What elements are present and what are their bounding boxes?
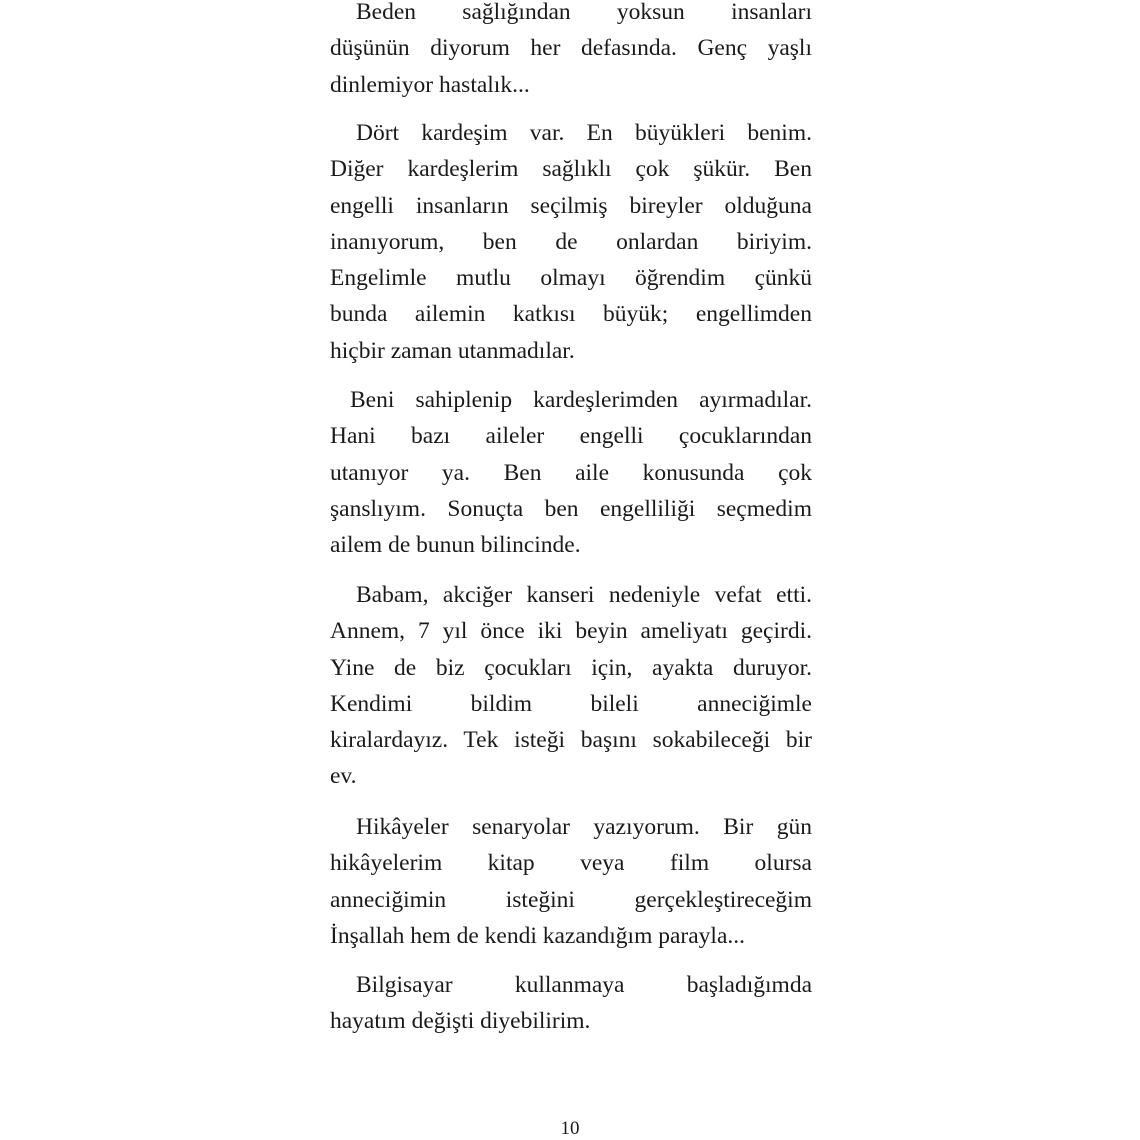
- paragraph: [330, 577, 812, 795]
- text-line: Kendimi bildim bileli anneciğimle: [330, 690, 812, 717]
- text-line: utanıyor ya. Ben aile konusunda çok: [330, 459, 812, 486]
- paragraph: [330, 382, 812, 563]
- text-line: engelli insanların seçilmiş bireyler olduğuna: [330, 192, 812, 219]
- paragraph: [330, 0, 812, 103]
- text-line: düşünün diyorum her defasında. Genç yaşlı: [330, 35, 812, 62]
- text-line: Bilgisayar kullanmaya başladığımda: [356, 972, 812, 998]
- text-line: Beden sağlığından yoksun insanları: [356, 0, 812, 25]
- text-line: Annem, 7 yıl önce iki beyin ameliyatı geçirdi.: [330, 618, 812, 645]
- text-line: şanslıyım. Sonuçta ben engelliliği seçmedim: [330, 495, 812, 522]
- text-line: ev.: [330, 763, 357, 790]
- text-line: Dört kardeşim var. En büyükleri benim.: [356, 120, 812, 146]
- text-line: Yine de biz çocukları için, ayakta duruyor.: [330, 654, 812, 681]
- text-line: Hani bazı aileler engelli çocuklarından: [330, 423, 812, 450]
- paragraph: [330, 115, 812, 369]
- text-line: İnşallah hem de kendi kazandığım parayla...: [330, 922, 746, 949]
- text-line: hiçbir zaman utanmadılar.: [330, 337, 575, 364]
- paragraph: [330, 967, 812, 1040]
- text-line: Hikâyeler senaryolar yazıyorum. Bir gün: [356, 814, 812, 840]
- text-line: hayatım değişti diyebilirim.: [330, 1008, 591, 1035]
- text-line: inanıyorum, ben de onlardan biriyim.: [330, 228, 812, 255]
- text-line: kiralardayız. Tek isteği başını sokabileceği bir: [330, 727, 812, 754]
- text-line: Beni sahiplenip kardeşlerimden ayırmadılar.: [350, 387, 812, 413]
- text-line: anneciğimin isteğini gerçekleştireceğim: [330, 886, 812, 913]
- paragraph: [330, 809, 812, 954]
- text-line: dinlemiyor hastalık...: [330, 71, 530, 98]
- text-line: Engelimle mutlu olmayı öğrendim çünkü: [330, 265, 812, 292]
- text-line: Diğer kardeşlerim sağlıklı çok şükür. Ben: [330, 156, 812, 183]
- text-line: hikâyelerim kitap veya film olursa: [330, 850, 812, 877]
- text-line: ailem de bunun bilincinde.: [330, 532, 581, 559]
- page-number: 10: [560, 1118, 580, 1139]
- text-line: bunda ailemin katkısı büyük; engellimden: [330, 301, 812, 328]
- text-line: Babam, akciğer kanseri nedeniyle vefat etti.: [356, 582, 812, 608]
